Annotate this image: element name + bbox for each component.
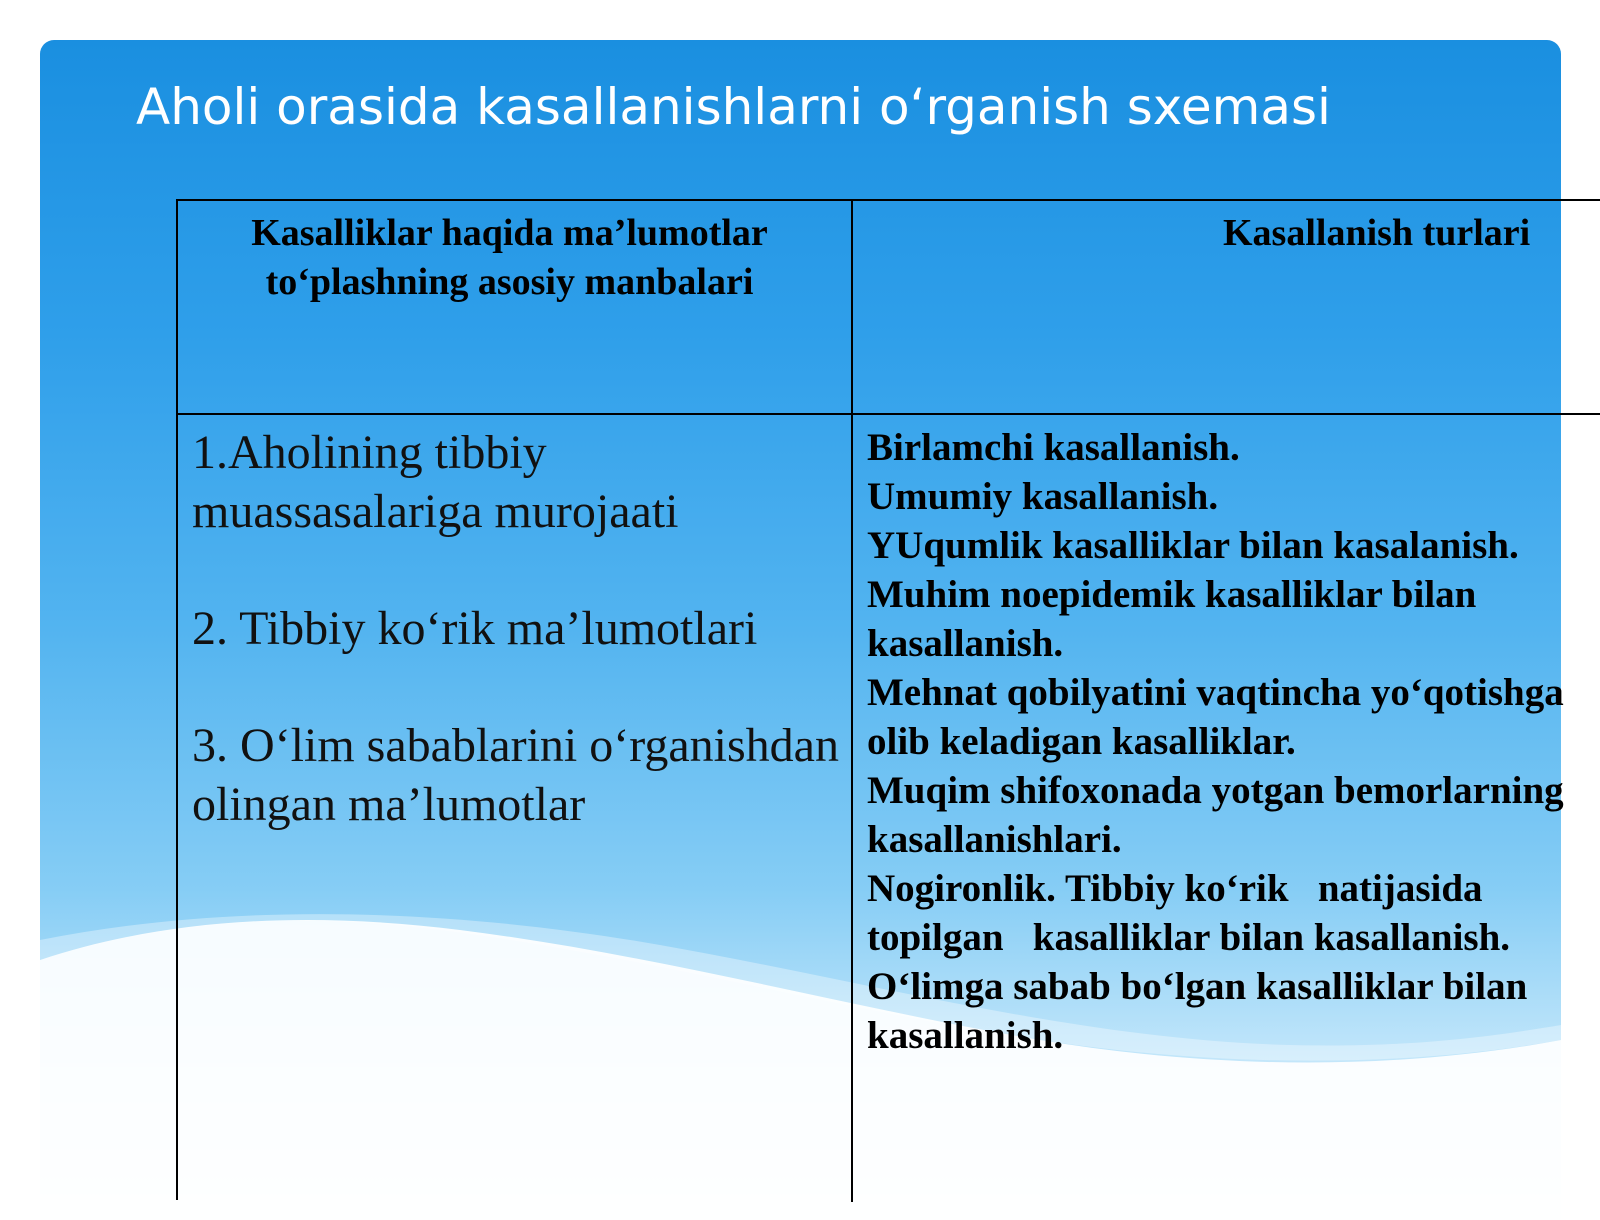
column-divider — [851, 201, 853, 1202]
type-item: Umumiy kasallanish. — [867, 475, 1219, 518]
type-item: Nogironlik. Tibbiy ko‘rik natijasida topilgan kasalliklar bilan kasallanish. O‘limga sabab bo‘lgan kasalliklar bilan kasallanish. — [867, 867, 1538, 1057]
header-types: Kasallanish turlari — [1223, 212, 1531, 254]
type-item: Birlamchi kasallanish. — [867, 426, 1240, 469]
type-item: Mehnat qobilyatini vaqtincha yo‘qotishga olib keladigan kasalliklar. — [867, 671, 1574, 763]
types-cell — [867, 423, 1600, 1060]
header-divider — [178, 413, 1600, 415]
header-sources: Kasalliklar haqida ma’lumotlar to‘plashning asosiy manbalari — [251, 212, 768, 303]
slide-title: Aholi orasida kasallanishlarni o‘rganish sxemasi — [136, 78, 1331, 136]
sources-cell — [192, 423, 842, 892]
type-item: YUqumlik kasalliklar bilan kasalanish. — [867, 524, 1519, 567]
source-item: 3. O‘lim sabablarini o‘rganishdan olingan ma’lumotlar — [192, 719, 839, 831]
source-item: 2. Tibbiy ko‘rik ma’lumotlari — [192, 602, 758, 655]
type-item: Muqim shifoxonada yotgan bemorlarning kasallanishlari. — [867, 769, 1574, 861]
sources-types-table — [176, 199, 1600, 1200]
type-item: Muhim noepidemik kasalliklar bilan kasallanish. — [867, 573, 1487, 665]
source-item: 1.Aholining tibbiy muassasalariga murojaati — [192, 426, 679, 538]
